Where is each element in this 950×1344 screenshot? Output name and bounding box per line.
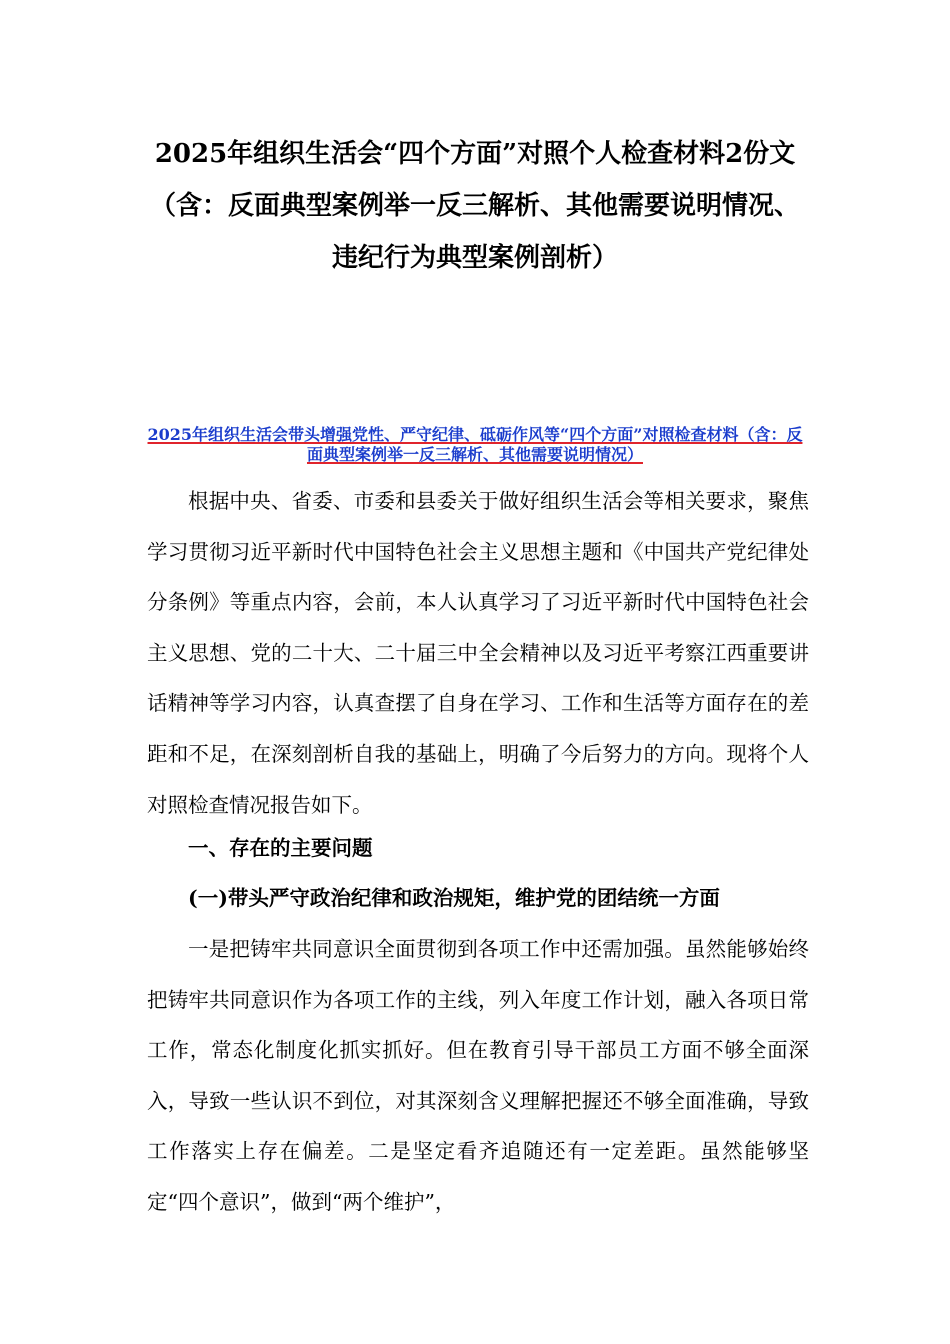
document-title: 2025年组织生活会“四个方面”对照个人检查材料2份文（含：反面典型案例举一反三解析、其他需要说明情况、违纪行为典型案例剖析） — [149, 139, 800, 273]
intro-paragraph: 根据中央、省委、市委和县委关于做好组织生活会等相关要求，聚焦学习贯彻习近平新时代中国特色社会主义思想主题和《中国共产党纪律处分条例》等重点内容，会前，本人认真学习了习近平新时代中国特色社会主义思想、党的二十大、二十届三中全会精神以及习近平考察江西重要讲话精神等学习内容，认真查摆了自身在学习、工作和生活等方面存在的差距和不足，在深刻剖析自我的基础上，明确了今后努力的方向。现将个人对照检查情况报告如下。 — [147, 489, 809, 817]
heading-subsection-1: (一)带头严守政治纪律和政治规矩，维护党的团结统一方面 — [188, 886, 720, 910]
heading-main-problems: 一、存在的主要问题 — [188, 836, 373, 860]
section-title-text[interactable]: 2025年组织生活会带头增强党性、严守纪律、砥砺作风等“四个方面”对照检查材料（含：反面典型案例举一反三解析、其他需要说明情况） — [147, 425, 803, 464]
body-paragraph: 一是把铸牢共同意识全面贯彻到各项工作中还需加强。虽然能够始终把铸牢共同意识作为各项工作的主线，列入年度工作计划，融入各项日常工作，常态化制度化抓实抓好。但在教育引导干部员工方面不够全面深入，导致一些认识不到位，对其深刻含义理解把握还不够全面准确，导致工作落实上存在偏差。二是坚定看齐追随还有一定差距。虽然能够坚定“四个意识”，做到“两个维护”， — [147, 937, 809, 1214]
section-title-link[interactable] — [140, 425, 810, 465]
